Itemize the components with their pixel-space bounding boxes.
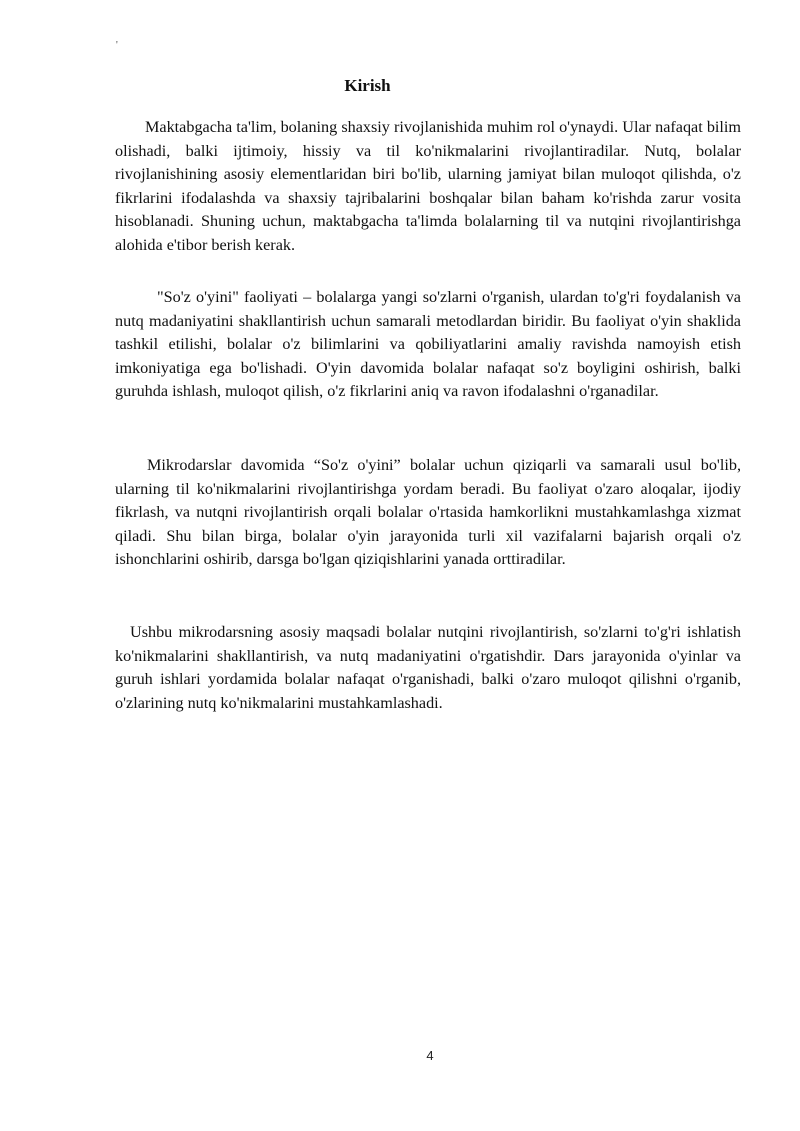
paragraph-3: Mikrodarslar davomida “So'z o'yini” bolalar uchun qiziqarli va samarali usul bo'lib, ularning til ko'nikmalarini rivojlantirishga yordam beradi. Bu faoliyat o'zaro aloqalar, ijodiy fikrlash, va nutqni rivojlantirish orqali bolalar o'rtasida hamkorlikni mustahkamlashga xizmat qiladi. Shu bilan birga, bolalar o'yin jarayonida turli xil vazifalarni bajarish orqali o'z ishonchlarini oshirib, darsga bo'lgan qiziqishlarini yanada orttiradilar.: [115, 456, 741, 569]
paragraph-1: Maktabgacha ta'lim, bolaning shaxsiy rivojlanishida muhim rol o'ynaydi. Ular nafaqat bilim olishadi, balki ijtimoiy, hissiy va til ko'nikmalarini rivojlantiradilar. Nutq, bolalar rivojlanishining asosiy elementlaridan biri bo'lib, ularning jamiyat bilan muloqot qilishda, o'z fikrlarini ifodalashda va shaxsiy tajribalarini boshqalar bilan baham ko'rishda zarur vosita hisoblanadi. Shuning uchun, maktabgacha ta'limda bolalarning til va nutqini rivojlantirishga alohida e'tibor berish kerak.: [115, 118, 741, 254]
paragraph-2: "So'z o'yini" faoliyati – bolalarga yangi so'zlarni o'rganish, ulardan to'g'ri foydalanish va nutq madaniyatini shakllantirish uchun samarali metodlardan biridir. Bu faoliyat o'yin shaklida tashkil etilishi, bolalar o'z bilimlarini va qobiliyatlarini amaliy ravishda namoyish etish imkoniyatiga ega bo'lishadi. O'yin davomida bolalar nafaqat so'z boyligini oshirish, balki guruhda ishlash, muloqot qilish, o'z fikrlarini aniq va ravon ifodalashni o'rganadilar.: [115, 288, 741, 401]
page-number: 4: [426, 1048, 434, 1063]
paragraph-4: Ushbu mikrodarsning asosiy maqsadi bolalar nutqini rivojlantirish, so'zlarni to'g'ri ishlatish ko'nikmalarini shakllantirish, va nutq madaniyatini o'rgatishdir. Dars jarayonida o'yinlar va guruh ishlari yordamida bolalar nafaqat o'rganishadi, balki o'zaro muloqot qilishni o'rganib, o'zlarining nutq ko'nikmalarini mustahkamlashadi.: [115, 623, 741, 712]
page-title: Kirish: [344, 76, 391, 95]
stray-mark: ': [116, 40, 118, 51]
